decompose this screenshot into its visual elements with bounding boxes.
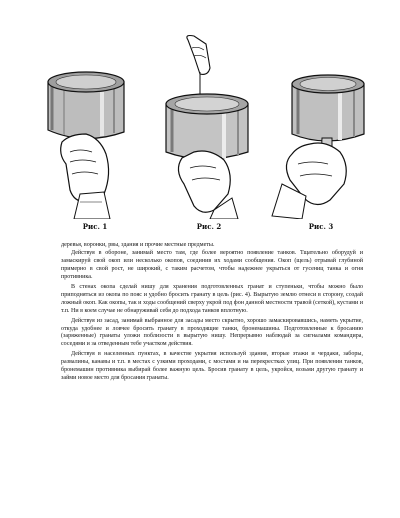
paragraph: Действуя из засад, занимай выбранное для засады место скрытно, хорошо замаскировавшись, наметь укрытие, откуда удобнее и ловчее бросить гранату в проходящие танки, бронемашины. Подготовленные к бросанию (заряженные) гранаты уложи поблизости в вырытую нишу. Непрерывно наблюдай за сигналами командира, соседями и за отведенным тебе участком действия. [61,317,363,348]
paragraph: деревья, воронки, рвы, здания и прочие местные предметы. [61,242,215,248]
paragraph: В стенах окопа сделай нишу для хранения подготовленных гранат и ступеньки, чтобы можно было приподняться из окопа по пояс и удобно бросить гранату в цель (рис. 4). Вырытую землю отнеси в сторону, создай ложный окоп. Как окопы, так и ходы сообщений сверху укрой под фон данной местности травой (сеткой), кустами и т.п. Ни в коем случае не обнаруживай себя до подхода танков вплотную. [61,283,363,314]
figure-3 [266,34,376,232]
figure-1 [40,34,150,232]
paragraph: Действуя в обороне, занимай место там, где более вероятно появление танков. Тщательно оборудуй и замаскируй свой окоп или несколько окопов, соединив их ходами сообщения. Окоп (щель) отрывай глубиной примерно в свой рост, не широкий, с таким расчетом, чтобы надежнее укрыться от гусениц танка и огня противника. [61,249,363,280]
figure-1-caption: Рис. 1 [82,222,108,231]
figure-2-caption: Рис. 2 [196,222,222,231]
figure-2 [154,34,264,232]
figure-3-caption: Рис. 3 [308,222,334,231]
body-text [61,242,363,383]
figures-row [40,34,370,232]
figure-1-illustration [40,34,150,219]
paragraph: Действуя в населенных пунктах, в качестве укрытия используй здания, вторые этажи и чердаки, заборы, развалины, канавы и т.п. в местах с узкими проходами, с мостами и на перекрестках улиц. При появлении танков, бронемашин противника выбирай более важную цель. Бросив гранату в цель, укройся, возьми другую гранату и займи новое место для бросания гранаты. [61,351,363,382]
figure-2-illustration [154,34,264,219]
figure-3-illustration [266,34,376,219]
